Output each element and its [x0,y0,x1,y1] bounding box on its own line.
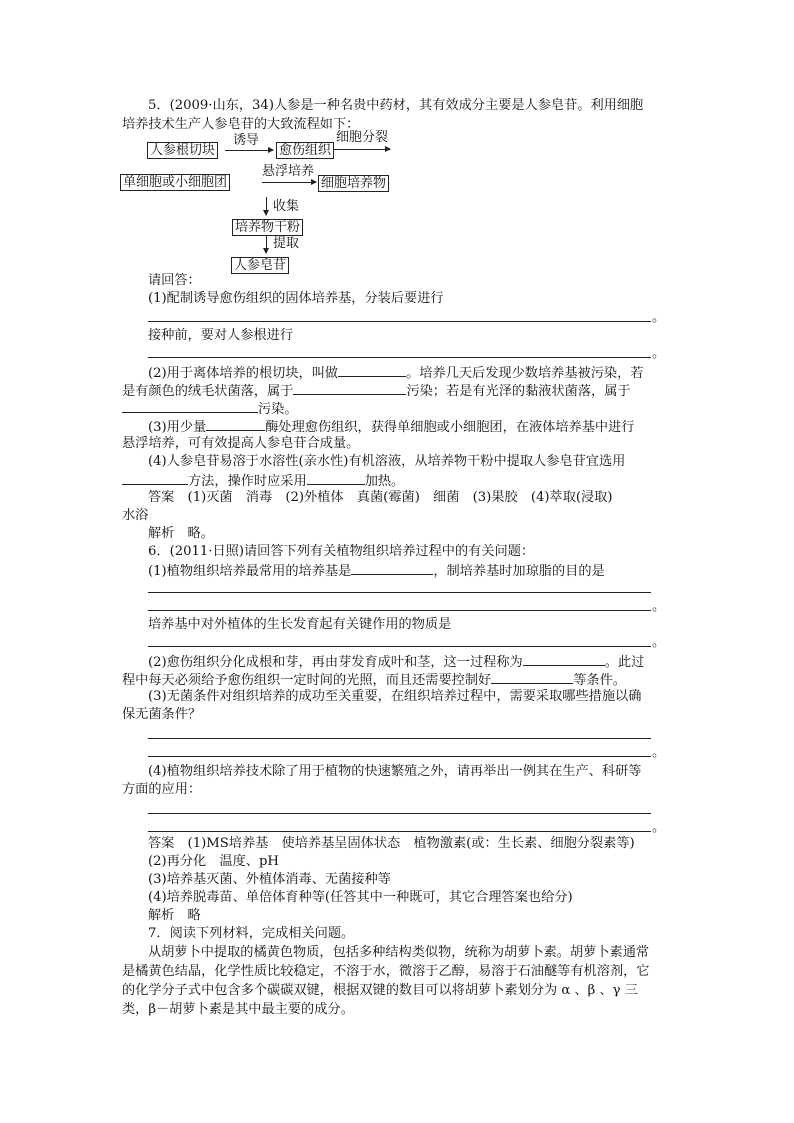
q6-answer-line4: (4)培养脱毒苗、单倍体育种等(任答其中一种既可，其它合理答案也给分) [148,890,573,905]
q5-part2-line2 [122,381,631,400]
q5-answer-line1: 答案 (1)灭菌 消毒 (2)外植体 真菌(霉菌) 细菌 (3)果胶 (4)萃取(浸取) [148,490,613,505]
flow-arrow-suspension [262,182,316,183]
flow-label-cell-division: 细胞分裂 [336,130,389,145]
fill-blank[interactable] [491,670,573,684]
q7-para-line4: 类，β－胡萝卜素是其中最主要的成分。 [122,1002,354,1017]
flow-label-induce: 诱导 [233,133,260,148]
q5-part4-line2 [122,471,404,490]
text-span: 。培养几天后发现少数培养基被污染，若 [406,366,644,381]
period: 。 [652,820,666,835]
q5-intro-line2: 培养技术生产人参皂苷的大致流程如下： [122,117,360,132]
text-span: (3)用少量 [148,420,207,435]
fill-blank[interactable] [523,652,605,666]
text-span: 加热。 [364,474,405,489]
fill-blank[interactable] [122,399,258,413]
answer-blank-line[interactable] [148,813,651,814]
q6-part1-line1 [148,561,605,580]
text-span: 程中每天必须给予愈伤组织一定时间的光照，而且还需要控制好 [122,673,492,688]
q5-part3-line1 [148,417,635,436]
q6-part3-line1: (3)无菌条件对组织培养的成功至关重要，在组织培养过程中，需要采取哪些措施以确 [148,689,642,704]
fill-blank[interactable] [122,471,188,485]
text-span: ，制培养基时加琼脂的目的是 [433,564,605,579]
q5-analysis: 解析 略。 [148,526,214,541]
q5-part4-line1: (4)人参皂苷易溶于水溶性(亲水性)有机溶液，从培养物干粉中提取人参皂苷宜选用 [148,454,626,469]
q5-intro-line1: 5．(2009·山东，34)人参是一种名贵中药材，其有效成分主要是人参皂苷。利用细胞 [148,98,644,113]
text-span: (1)植物组织培养最常用的培养基是 [148,564,352,579]
q5-part1-line1: (1)配制诱导愈伤组织的固体培养基，分装后要进行 [148,291,444,306]
text-span: 污染；若是有光泽的黏液状菌落，属于 [406,384,631,399]
flow-label-extract: 提取 [273,236,300,251]
q6-answer-line1: 答案 (1)MS培养基 使培养基呈固体状态 植物激素(或：生长素、细胞分裂素等) [148,836,635,851]
fill-blank[interactable] [351,561,433,575]
text-span: 污染。 [258,402,298,417]
answer-blank-line[interactable] [148,592,651,593]
q6-part2-line2 [122,670,626,689]
q5-part2-line3 [122,399,298,418]
period: 。 [652,745,666,760]
answer-blank-line[interactable] [148,756,651,757]
q5-please-answer: 请回答： [148,273,201,288]
period: 。 [652,346,666,361]
flow-arrow-extract [266,236,267,253]
q6-part4-line2: 方面的应用： [122,782,202,797]
q6-answer-line3: (3)培养基灭菌、外植体消毒、无菌接种等 [148,872,391,887]
flow-arrow-division [334,149,390,150]
q6-answer-line2: (2)再分化 温度、pH [148,854,279,869]
answer-blank-line[interactable] [148,646,651,647]
answer-blank-line[interactable] [148,321,651,322]
flow-box-callus: 愈伤组织 [276,142,334,159]
q6-part4-line1: (4)植物组织培养技术除了用于植物的快速繁殖之外，请再举出一例其在生产、科研等 [148,764,642,779]
answer-blank-line[interactable] [148,357,651,358]
answer-blank-line[interactable] [148,610,651,611]
flow-box-culture-powder: 培养物干粉 [232,219,303,236]
q5-part1-line2: 接种前，要对人参根进行 [148,328,294,343]
period: 。 [652,599,666,614]
flow-box-ginseng-root-pieces: 人参根切块 [147,142,218,159]
answer-blank-line[interactable] [148,738,651,739]
text-span: 方法，操作时应采用 [188,474,307,489]
q6-part1-line2: 培养基中对外植体的生长发育起有关键作用的物质是 [148,617,452,632]
q5-part3-line2: 悬浮培养，可有效提高人参皂苷合成量。 [122,436,360,451]
text-span: 。此过 [604,655,645,670]
q6-part3-line2: 保无菌条件？ [122,707,202,722]
text-span: 是有颜色的绒毛状菌落，属于 [122,384,294,399]
q7-para-line2: 是橘黄色结晶，化学性质比较稳定，不溶于水，微溶于乙醇，易溶于石油醚等有机溶剂，它 [122,964,650,979]
fill-blank[interactable] [338,363,406,377]
q7-intro: 7．阅读下列材料，完成相关问题。 [148,926,355,941]
period: 。 [652,310,666,325]
flow-arrow-collect [266,197,267,215]
flow-box-ginsenoside: 人参皂苷 [231,257,289,274]
q7-para-line3: 的化学分子式中包含多个碳碳双键，根据双键的数目可以将胡萝卜素划分为 α 、β 、γ 三 [122,983,638,998]
q7-para-line1: 从胡萝卜中提取的橘黄色物质，包括多种结构类似物，统称为胡萝卜素。胡萝卜素通常 [148,945,650,960]
flow-label-suspension: 悬浮培养 [262,164,315,179]
text-span: 酶处理愈伤组织，获得单细胞或小细胞团，在液体培养基中进行 [265,420,635,435]
fill-blank[interactable] [206,417,265,431]
fill-blank[interactable] [307,471,365,485]
q6-part2-line1 [148,652,644,671]
flow-arrow-induce [225,150,273,151]
q6-intro: 6．(2011·日照)请回答下列有关植物组织培养过程中的有关问题： [148,544,535,559]
answer-blank-line[interactable] [148,831,651,832]
text-span: 等条件。 [573,673,626,688]
text-span: (2)愈伤组织分化成根和芽，再由芽发育成叶和茎，这一过程称为 [148,655,523,670]
flow-label-collect: 收集 [273,199,300,214]
text-span: (2)用于离体培养的根切块，叫做 [148,366,339,381]
period: 。 [652,635,666,650]
q5-part2-line1 [148,363,644,382]
flow-box-cell-culture: 细胞培养物 [318,175,389,192]
fill-blank[interactable] [293,381,406,395]
q5-answer-line2: 水浴 [122,508,149,523]
q6-analysis: 解析 略 [148,908,201,923]
flow-box-single-cells: 单细胞或小细胞团 [120,174,230,191]
